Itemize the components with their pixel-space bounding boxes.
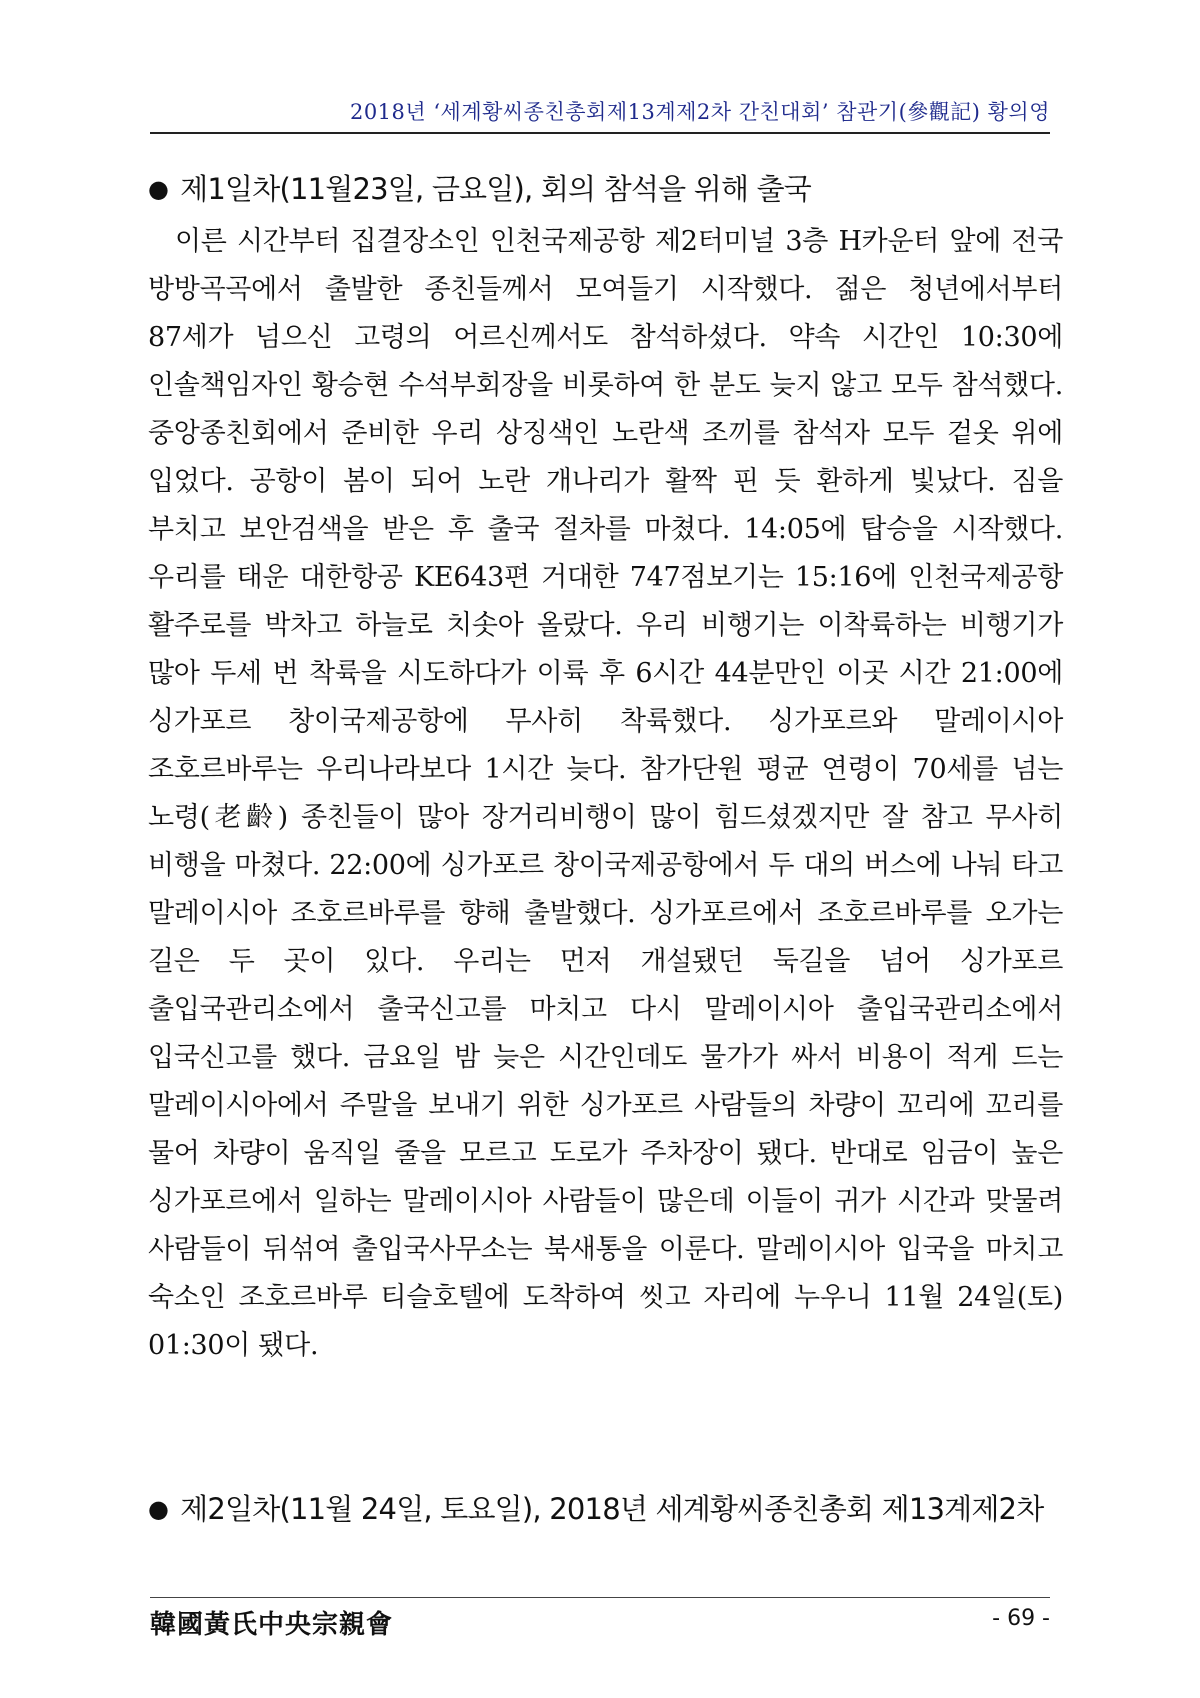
section-heading-day1 <box>148 167 1063 208</box>
page-number: - 69 - <box>992 1606 1050 1631</box>
footer-divider <box>150 1597 1050 1598</box>
footer-organization: 韓國黃氏中央宗親會 <box>150 1610 394 1640</box>
bullet-icon: ● <box>148 175 169 203</box>
body-paragraph-day1-text: 이른 시간부터 집결장소인 인천국제공항 제2터미널 3층 H카운터 앞에 전국 방방곡곡에서 출발한 종친들께서 모여들기 시작했다. 젊은 청년에서부터 87세가 넘으신 고령의 어르신께서도 참석하셨다. 약속 시간인 10:30에 인솔책임자인 황승현 수석부회장을 비롯하여 한 분도 늦지 않고 모두 참석했다. 중앙종친회에서 준비한 우리 상징색인 노란색 조끼를 참석자 모두 겉옷 위에 입었다. 공항이 봄이 되어 노란 개나리가 활짝 핀 듯 환하게 빛났다. 짐을 부치고 보안검색을 받은 후 출국 절차를 마쳤다. 14:05에 탑승을 시작했다. 우리를 태운 대한항공 KE643편 거대한 747점보기는 15:16에 인천국제공항 활주로를 박차고 하늘로 치솟아 올랐다. 우리 비행기는 이착륙하는 비행기가 많아 두세 번 착륙을 시도하다가 이륙 후 6시간 44분만인 이곳 시간 21:00에 싱가포르 창이국제공항에 무사히 착륙했다. 싱가포르와 말레이시아 조호르바루는 우리나라보다 1시간 늦다. 참가단원 평균 연령이 70세를 넘는 노령(老齡) 종친들이 많아 장거리비행이 많이 힘드셨겠지만 잘 참고 무사히 비행을 마쳤다. 22:00에 싱가포르 창이국제공항에서 두 대의 버스에 나눠 타고 말레이시아 조호르바루를 향해 출발했다. 싱가포르에서 조호르바루를 오가는 길은 두 곳이 있다. 우리는 먼저 개설됐던 둑길을 넘어 싱가포르 출입국관리소에서 출국신고를 마치고 다시 말레이시아 출입국관리소에서 입국신고를 했다. 금요일 밤 늦은 시간인데도 물가가 싸서 비용이 적게 드는 말레이시아에서 주말을 보내기 위한 싱가포르 사람들의 차량이 꼬리에 꼬리를 물어 차량이 움직일 줄을 모르고 도로가 주차장이 됐다. 반대로 임금이 높은 싱가포르에서 일하는 말레이시아 사람들이 많은데 이들이 귀가 시간과 맞물려 사람들이 뒤섞여 출입국사무소는 북새통을 이룬다. 말레이시아 입국을 마치고 숙소인 조호르바루 티슬호텔에 도착하여 씻고 자리에 누우니 11월 24일(토) 01:30이 됐다. <box>148 226 1063 1361</box>
section-heading-day2-text: 제2일차(11월 24일, 토요일), 2018년 세계황씨종친총회 제13계제2차 <box>180 1492 1044 1526</box>
section-heading-day1-text: 제1일차(11월23일, 금요일), 회의 참석을 위해 출국 <box>180 172 812 206</box>
running-header: 2018년 ‘세계황씨종친총회제13계제2차 간친대회’ 참관기(參觀記) 황의영 <box>349 100 1050 124</box>
header-divider <box>150 132 1050 134</box>
body-paragraph-day1 <box>148 218 1063 1370</box>
section-heading-day2 <box>148 1487 1063 1528</box>
bullet-icon: ● <box>148 1495 169 1523</box>
